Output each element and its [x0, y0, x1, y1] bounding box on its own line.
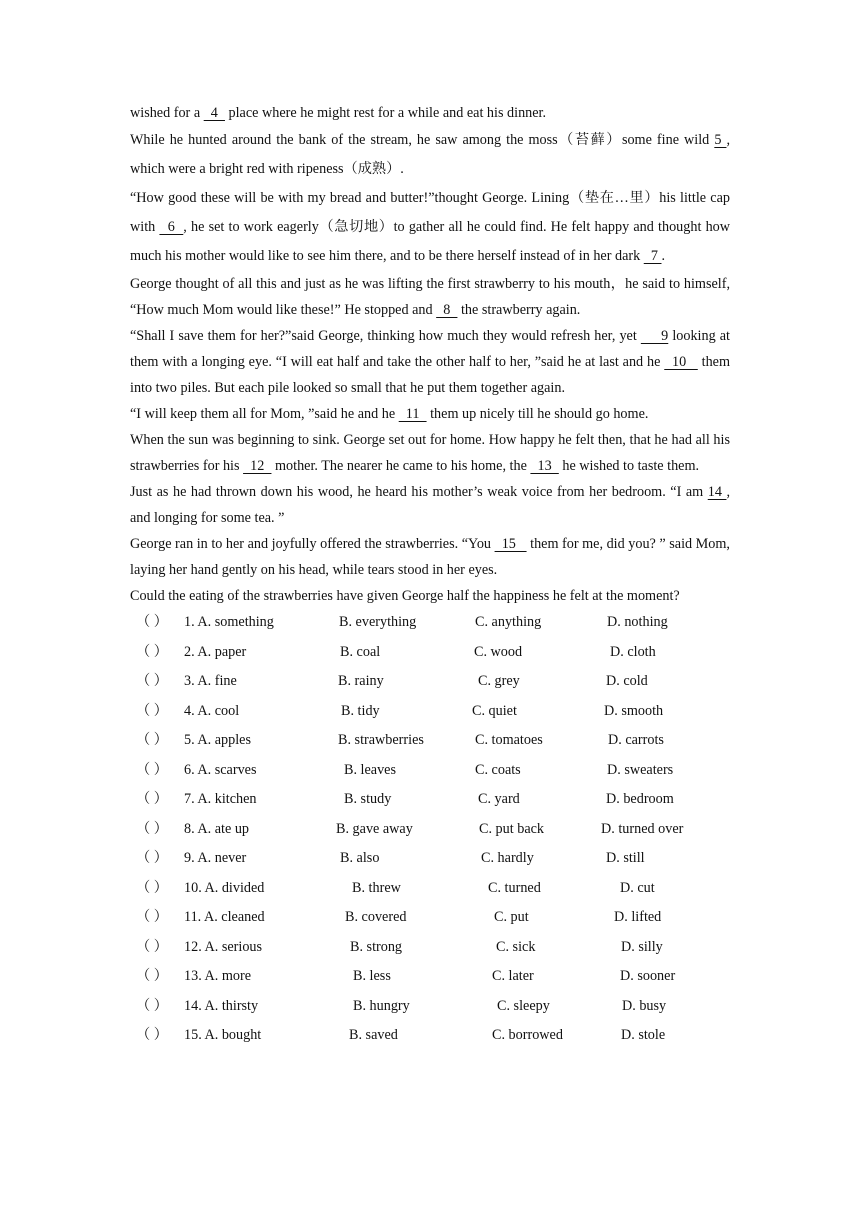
- option-d: D. carrots: [608, 732, 664, 748]
- question-row-7: [130, 786, 730, 816]
- option-b: B. rainy: [338, 673, 384, 689]
- text: , which were a bright red with ripeness（成熟）.: [130, 132, 731, 177]
- option-d: D. bedroom: [606, 791, 674, 807]
- text: “I will keep them all for Mom, ”said he and he: [130, 406, 399, 422]
- answer-bracket: （ ）: [136, 761, 168, 778]
- option-b: B. coal: [340, 643, 381, 660]
- answer-bracket: （ ）: [136, 968, 168, 984]
- option-d: D. lifted: [614, 909, 662, 925]
- blank-6: 6: [159, 219, 184, 235]
- answer-bracket: （ ）: [136, 820, 168, 837]
- option-b: B. strong: [350, 938, 403, 955]
- text: them into two piles. But each pile looked so small that he put them together again.: [130, 354, 730, 396]
- blank-15: 15: [494, 536, 527, 552]
- answer-bracket: （ ）: [136, 997, 168, 1014]
- question-row-1: [130, 609, 730, 639]
- option-b: B. covered: [345, 909, 407, 925]
- question-row-4: [130, 698, 730, 728]
- option-b: B. everything: [339, 614, 417, 630]
- option-a: 12. A. serious: [184, 938, 263, 955]
- answer-bracket: （ ）: [136, 850, 168, 866]
- option-c: C. borrowed: [492, 1027, 563, 1043]
- option-b: B. threw: [352, 879, 401, 896]
- option-c: C. grey: [478, 673, 520, 689]
- option-b: B. also: [340, 850, 380, 866]
- text: wished for a: [130, 105, 204, 121]
- answer-bracket: （ ）: [136, 938, 168, 955]
- option-d: D. cut: [620, 879, 655, 896]
- option-b: B. tidy: [341, 702, 380, 719]
- passage-paragraph-9: [130, 531, 730, 583]
- answer-bracket: （ ）: [136, 614, 168, 630]
- passage-paragraph-7: [130, 427, 730, 479]
- option-d: D. stole: [621, 1027, 666, 1043]
- option-c: C. anything: [475, 614, 542, 630]
- passage-paragraph-3: [130, 184, 730, 271]
- question-row-13: [130, 963, 730, 993]
- question-row-12: [130, 934, 730, 964]
- document-page: [130, 100, 730, 1052]
- option-c: C. yard: [478, 791, 520, 807]
- passage-paragraph-1: [130, 100, 730, 126]
- passage-paragraph-6: [130, 401, 730, 427]
- option-d: D. sweaters: [607, 761, 674, 778]
- option-d: D. nothing: [607, 614, 668, 630]
- answer-bracket: （ ）: [136, 643, 168, 660]
- passage-paragraph-2: [130, 126, 730, 184]
- option-c: C. later: [492, 968, 534, 984]
- question-row-15: [130, 1022, 730, 1052]
- option-c: C. wood: [474, 643, 523, 660]
- option-a: 15. A. bought: [184, 1027, 262, 1043]
- option-a: 10. A. divided: [184, 879, 265, 896]
- text: he wished to taste them.: [558, 458, 700, 474]
- question-row-3: [130, 668, 730, 698]
- option-a: 14. A. thirsty: [184, 997, 259, 1014]
- option-a: 13. A. more: [184, 968, 251, 984]
- blank-9: 9: [640, 328, 669, 344]
- passage-paragraph-5: [130, 323, 730, 401]
- passage-paragraph-10: [130, 583, 730, 609]
- text: them up nicely till he should go home.: [426, 406, 649, 422]
- option-b: B. strawberries: [338, 732, 424, 748]
- option-d: D. cloth: [610, 643, 656, 660]
- blank-14: 14: [707, 484, 727, 500]
- option-d: D. silly: [621, 938, 663, 955]
- option-c: C. coats: [475, 761, 521, 778]
- passage-paragraph-8: [130, 479, 730, 531]
- option-b: B. hungry: [353, 997, 410, 1014]
- answer-bracket: （ ）: [136, 1027, 168, 1043]
- text: While he hunted around the bank of the stream, he saw among the moss（苔藓）some fine wild: [130, 132, 715, 148]
- option-c: C. sick: [496, 938, 536, 955]
- text: Just as he had thrown down his wood, he heard his mother’s weak voice from her bedroom. “I am: [130, 484, 708, 500]
- blank-5: 5: [714, 132, 727, 148]
- question-list: [130, 609, 730, 1052]
- blank-13: 13: [530, 458, 559, 474]
- answer-bracket: （ ）: [136, 879, 168, 896]
- text: When the sun was beginning to sink. George set out for home. How happy he felt then, that he had all his strawberries for his: [130, 432, 730, 474]
- text: place where he might rest for a while and eat his dinner.: [224, 105, 547, 121]
- answer-bracket: （ ）: [136, 732, 168, 748]
- option-a: 2. A. paper: [184, 643, 247, 660]
- question-row-14: [130, 993, 730, 1023]
- option-b: B. less: [353, 968, 391, 984]
- question-row-6: [130, 757, 730, 787]
- question-row-11: [130, 904, 730, 934]
- blank-7: 7: [643, 248, 662, 264]
- option-a: 6. A. scarves: [184, 761, 257, 778]
- option-c: C. tomatoes: [475, 732, 543, 748]
- question-row-8: [130, 816, 730, 846]
- text: looking at them with a longing eye. “I will eat half and take the other half to her, ”said he at last and he: [130, 328, 730, 370]
- question-row-2: [130, 639, 730, 669]
- option-c: C. put: [494, 909, 529, 925]
- blank-12: 12: [243, 458, 272, 474]
- option-d: D. sooner: [620, 968, 676, 984]
- question-row-9: [130, 845, 730, 875]
- question-row-10: [130, 875, 730, 905]
- option-d: D. smooth: [604, 702, 664, 719]
- text: , and longing for some tea. ”: [130, 484, 731, 526]
- option-d: D. turned over: [601, 820, 684, 837]
- answer-bracket: （ ）: [136, 909, 168, 925]
- text: .: [661, 248, 666, 264]
- text: , he set to work eagerly（急切地）to gather all he could find. He felt happy and thought how much his mother would like to see him there, and to be there herself instead of in her dark: [130, 219, 730, 264]
- option-a: 1. A. something: [184, 614, 274, 630]
- text: “How good these will be with my bread and butter!”thought George. Lining（垫在…里）his little cap with: [130, 190, 730, 235]
- text: the strawberry again.: [457, 302, 581, 318]
- option-a: 8. A. ate up: [184, 820, 250, 837]
- option-a: 7. A. kitchen: [184, 791, 257, 807]
- option-b: B. gave away: [336, 820, 413, 837]
- answer-bracket: （ ）: [136, 673, 168, 689]
- option-c: C. hardly: [481, 850, 534, 866]
- option-a: 11. A. cleaned: [184, 909, 265, 925]
- blank-4: 4: [203, 105, 225, 121]
- blank-11: 11: [398, 406, 427, 422]
- text: them for me, did you? ” said Mom, laying her hand gently on his head, while tears stood in her eyes.: [130, 536, 730, 578]
- text: George thought of all this and just as he was lifting the first strawberry to his mouth，he said to himself, “How much Mom would like these!” He stopped and: [130, 276, 730, 318]
- option-a: 5. A. apples: [184, 732, 251, 748]
- option-d: D. cold: [606, 673, 648, 689]
- option-a: 9. A. never: [184, 850, 247, 866]
- text: mother. The nearer he came to his home, the: [271, 458, 531, 474]
- option-c: C. turned: [488, 879, 541, 896]
- text: Could the eating of the strawberries have given George half the happiness he felt at the moment?: [130, 588, 680, 604]
- option-a: 3. A. fine: [184, 673, 237, 689]
- option-b: B. saved: [349, 1027, 398, 1043]
- question-row-5: [130, 727, 730, 757]
- option-c: C. quiet: [472, 702, 517, 719]
- option-a: 4. A. cool: [184, 702, 240, 719]
- answer-bracket: （ ）: [136, 791, 168, 807]
- text: “Shall I save them for her?”said George, thinking how much they would refresh her, yet: [130, 328, 641, 344]
- passage-paragraph-4: [130, 271, 730, 323]
- option-d: D. still: [606, 850, 645, 866]
- option-c: C. sleepy: [497, 997, 550, 1014]
- option-d: D. busy: [622, 997, 667, 1014]
- blank-10: 10: [664, 354, 698, 370]
- blank-8: 8: [436, 302, 458, 318]
- answer-bracket: （ ）: [136, 702, 168, 719]
- text: George ran in to her and joyfully offered the strawberries. “You: [130, 536, 495, 552]
- option-b: B. leaves: [344, 761, 397, 778]
- option-c: C. put back: [479, 820, 545, 837]
- option-b: B. study: [344, 791, 392, 807]
